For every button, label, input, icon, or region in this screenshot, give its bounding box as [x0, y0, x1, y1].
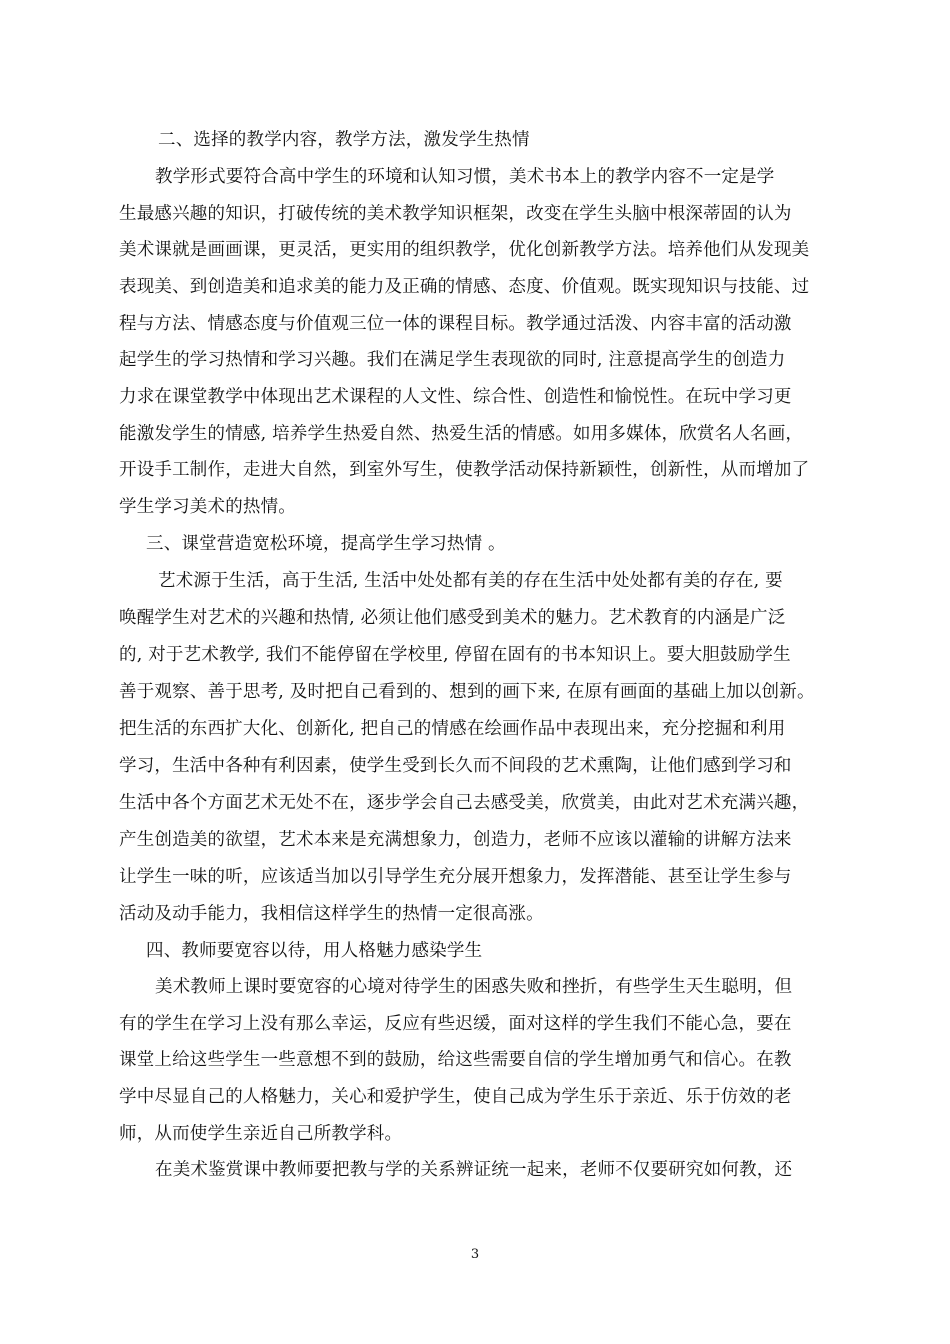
section-heading-3: 三、课堂营造宽松环境，提高学生学习热情 。 [146, 534, 506, 554]
body-line: 在美术鉴赏课中教师要把教与学的关系辨证统一起来，老师不仅要研究如何教，还 [155, 1160, 793, 1180]
body-line: 学习，生活中各种有利因素，使学生受到长久而不间段的艺术熏陶，让他们感到学习和 [119, 756, 792, 776]
body-line: 表现美、到创造美和追求美的能力及正确的情感、态度、价值观。既实现知识与技能、过 [119, 277, 810, 297]
body-line: 活动及动手能力，我相信这样学生的热情一定很高涨。 [119, 904, 544, 924]
body-line: 善于观察、善于思考, 及时把自己看到的、想到的画下来, 在原有画面的基础上加以创新。 [119, 682, 815, 702]
body-line: 能激发学生的情感, 培养学生热爱自然、热爱生活的情感。如用多媒体，欣赏名人名画， [119, 424, 804, 444]
body-line: 有的学生在学习上没有那么幸运，反应有些迟缓，面对这样的学生我们不能心急，要在 [119, 1014, 792, 1034]
page-number: 3 [470, 1247, 480, 1262]
body-line: 教学形式要符合高中学生的环境和认知习惯，美术书本上的教学内容不一定是学 [155, 167, 775, 187]
body-line: 师，从而使学生亲近自己所教学科。 [119, 1124, 403, 1144]
body-line: 唤醒学生对艺术的兴趣和热情, 必须让他们感受到美术的魅力。艺术教育的内涵是广泛 [119, 608, 786, 628]
body-line: 程与方法、情感态度与价值观三位一体的课程目标。教学通过活泼、内容丰富的活动激 [119, 314, 792, 334]
body-line: 生最感兴趣的知识，打破传统的美术教学知识框架，改变在学生头脑中根深蒂固的认为 [119, 204, 792, 224]
body-line: 生活中各个方面艺术无处不在，逐步学会自己去感受美，欣赏美，由此对艺术充满兴趣， [119, 793, 810, 813]
body-line: 美术教师上课时要宽容的心境对待学生的困惑失败和挫折，有些学生天生聪明，但 [155, 977, 793, 997]
body-line: 的, 对于艺术教学, 我们不能停留在学校里, 停留在固有的书本知识上。要大胆鼓励学生 [119, 645, 791, 665]
body-line: 力求在课堂教学中体现出艺术课程的人文性、综合性、创造性和愉悦性。在玩中学习更 [119, 387, 792, 407]
body-line: 艺术源于生活，高于生活, 生活中处处都有美的存在生活中处处都有美的存在, 要 [158, 571, 783, 591]
body-line: 学中尽显自己的人格魅力，关心和爱护学生，使自己成为学生乐于亲近、乐于仿效的老 [119, 1087, 792, 1107]
body-line: 美术课就是画画课，更灵活，更实用的组织教学，优化创新教学方法。培养他们从发现美 [119, 240, 810, 260]
body-line: 把生活的东西扩大化、创新化, 把自己的情感在绘画作品中表现出来，充分挖掘和利用 [119, 719, 786, 739]
section-heading-2: 二、选择的教学内容，教学方法，激发学生热情 [158, 130, 530, 150]
body-line: 产生创造美的欲望，艺术本来是充满想象力，创造力，老师不应该以灌输的讲解方法来 [119, 830, 792, 850]
body-line: 课堂上给这些学生一些意想不到的鼓励，给这些需要自信的学生增加勇气和信心。在教 [119, 1050, 792, 1070]
body-line: 学生学习美术的热情。 [119, 497, 296, 517]
body-line: 让学生一味的听，应该适当加以引导学生充分展开想象力，发挥潜能、甚至让学生参与 [119, 867, 792, 887]
body-line: 开设手工制作，走进大自然，到室外写生，使教学活动保持新颖性，创新性，从而增加了 [119, 460, 810, 480]
section-heading-4: 四、教师要宽容以待，用人格魅力感染学生 [146, 941, 483, 961]
body-line: 起学生的学习热情和学习兴趣。我们在满足学生表现欲的同时, 注意提高学生的创造力 [119, 350, 786, 370]
